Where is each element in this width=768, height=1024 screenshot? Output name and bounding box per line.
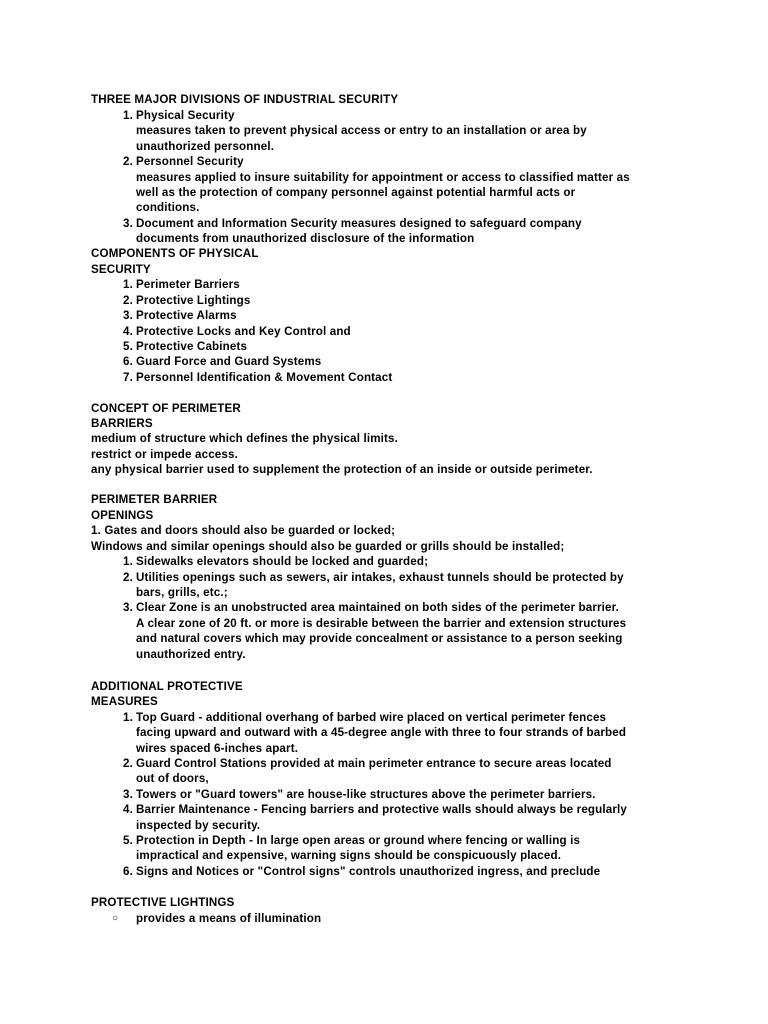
- section-heading: OPENINGS: [91, 509, 154, 522]
- list-item-text: Personnel Identification & Movement Contact: [136, 371, 393, 384]
- list-number: 2.: [123, 571, 133, 584]
- section-heading: ADDITIONAL PROTECTIVE: [91, 680, 243, 693]
- list-item-text: unauthorized entry.: [136, 648, 246, 661]
- list-item-text: Protective Locks and Key Control and: [136, 325, 351, 338]
- list-item-text: Physical Security: [136, 109, 235, 122]
- list-item-text: Perimeter Barriers: [136, 278, 240, 291]
- list-number: 4.: [123, 325, 133, 338]
- list-number: 1.: [123, 711, 133, 724]
- section-heading: PROTECTIVE LIGHTINGS: [91, 896, 235, 909]
- section-heading: BARRIERS: [91, 417, 153, 430]
- list-item-text: provides a means of illumination: [136, 912, 322, 925]
- section-heading: MEASURES: [91, 695, 158, 708]
- list-item-text: documents from unauthorized disclosure of the information: [136, 232, 475, 245]
- list-number: 3.: [123, 788, 133, 801]
- list-item-text: bars, grills, etc.;: [136, 586, 228, 599]
- body-text: any physical barrier used to supplement the protection of an inside or outside perimeter.: [91, 463, 593, 476]
- body-text: medium of structure which defines the physical limits.: [91, 432, 399, 445]
- list-number: 1.: [123, 278, 133, 291]
- list-item-text: Top Guard - additional overhang of barbed wire placed on vertical perimeter fences: [136, 711, 607, 724]
- section-heading: SECURITY: [91, 263, 151, 276]
- list-number: 5.: [123, 834, 133, 847]
- list-number: 2.: [123, 294, 133, 307]
- body-text: Windows and similar openings should also be guarded or grills should be installed;: [91, 540, 565, 553]
- list-item-text: conditions.: [136, 201, 200, 214]
- list-number: 2.: [123, 155, 133, 168]
- list-item-text: Barrier Maintenance - Fencing barriers and protective walls should always be regularly: [136, 803, 627, 816]
- list-item-text: Document and Information Security measures designed to safeguard company: [136, 217, 582, 230]
- list-item-text: Protection in Depth - In large open areas or ground where fencing or walling is: [136, 834, 581, 847]
- list-item-text: Utilities openings such as sewers, air intakes, exhaust tunnels should be protected by: [136, 571, 624, 584]
- list-item-text: and natural covers which may provide concealment or assistance to a person seeking: [136, 632, 623, 645]
- list-item-text: well as the protection of company personnel against potential harmful acts or: [136, 186, 576, 199]
- list-item-text: wires spaced 6-inches apart.: [136, 742, 299, 755]
- list-item-text: Clear Zone is an unobstructed area maintained on both sides of the perimeter barrier.: [136, 601, 620, 614]
- list-number: 3.: [123, 309, 133, 322]
- list-item-text: Protective Cabinets: [136, 340, 248, 353]
- list-number: 1.: [123, 109, 133, 122]
- circle-bullet-icon: ○: [112, 913, 119, 924]
- list-item-text: unauthorized personnel.: [136, 140, 275, 153]
- list-number: 6.: [123, 865, 133, 878]
- list-item-text: Personnel Security: [136, 155, 244, 168]
- section-heading: THREE MAJOR DIVISIONS OF INDUSTRIAL SECURITY: [91, 93, 399, 106]
- list-item-text: Guard Control Stations provided at main perimeter entrance to secure areas located: [136, 757, 612, 770]
- list-item-text: facing upward and outward with a 45-degree angle with three to four strands of barbed: [136, 726, 627, 739]
- list-item-text: Protective Alarms: [136, 309, 237, 322]
- list-item-text: Towers or "Guard towers" are house-like structures above the perimeter barriers.: [136, 788, 596, 801]
- body-text: restrict or impede access.: [91, 448, 238, 461]
- list-number: 3.: [123, 601, 133, 614]
- body-text: 1. Gates and doors should also be guarded or locked;: [91, 524, 396, 537]
- list-item-text: impractical and expensive, warning signs should be conspicuously placed.: [136, 849, 562, 862]
- list-item-text: measures taken to prevent physical access or entry to an installation or area by: [136, 124, 587, 137]
- list-number: 3.: [123, 217, 133, 230]
- section-heading: CONCEPT OF PERIMETER: [91, 402, 241, 415]
- list-item-text: out of doors,: [136, 772, 209, 785]
- list-number: 7.: [123, 371, 133, 384]
- section-heading: PERIMETER BARRIER: [91, 493, 218, 506]
- list-item-text: Sidewalks elevators should be locked and guarded;: [136, 555, 429, 568]
- list-number: 2.: [123, 757, 133, 770]
- list-item-text: A clear zone of 20 ft. or more is desirable between the barrier and extension structures: [136, 617, 627, 630]
- list-item-text: Signs and Notices or "Control signs" controls unauthorized ingress, and preclude: [136, 865, 601, 878]
- list-item-text: measures applied to insure suitability for appointment or access to classified matter as: [136, 171, 630, 184]
- section-heading: COMPONENTS OF PHYSICAL: [91, 247, 259, 260]
- list-item-text: Guard Force and Guard Systems: [136, 355, 322, 368]
- list-number: 5.: [123, 340, 133, 353]
- list-item-text: inspected by security.: [136, 819, 261, 832]
- list-number: 1.: [123, 555, 133, 568]
- list-item-text: Protective Lightings: [136, 294, 251, 307]
- list-number: 4.: [123, 803, 133, 816]
- list-number: 6.: [123, 355, 133, 368]
